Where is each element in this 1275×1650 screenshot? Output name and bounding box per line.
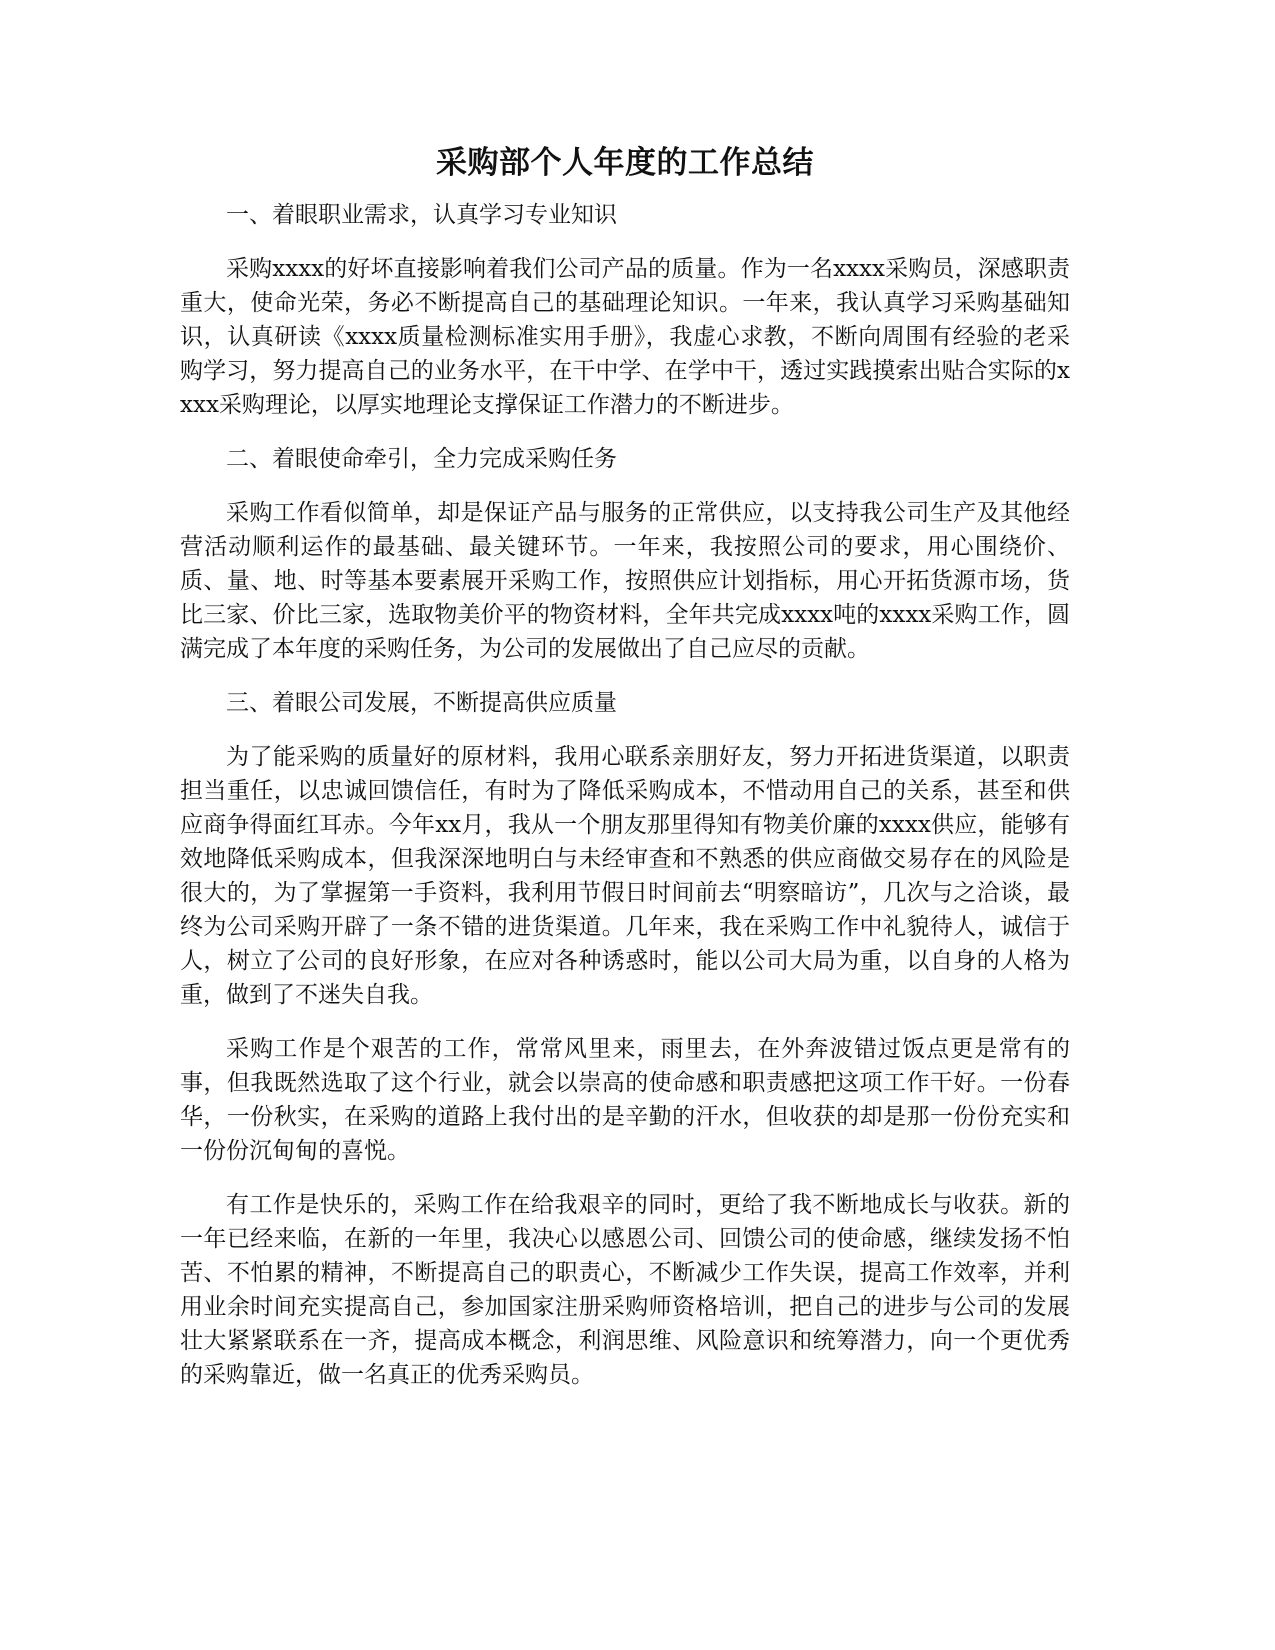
section-3-paragraph-2: 采购工作是个艰苦的工作，常常风里来，雨里去，在外奔波错过饭点更是常有的事，但我既然选取了这个行业，就会以崇高的使命感和职责感把这项工作干好。一份春华，一份秋实，在采购的道路上我付出的是辛勤的汗水，但收获的却是那一份份充实和一份份沉甸甸的喜悦。 — [180, 1036, 1070, 1164]
section-heading-3: 三、着眼公司发展，不断提高供应质量 — [226, 690, 617, 716]
section-1-paragraph-1: 采购xxxx的好坏直接影响着我们公司产品的质量。作为一名xxxx采购员，深感职责重大，使命光荣，务必不断提高自己的基础理论知识。一年来，我认真学习采购基础知识，认真研读《xxxx质量检测标准实用手册》，我虚心求教，不断向周围有经验的老采购学习，努力提高自己的业务水平，在干中学、在学中干，透过实践摸索出贴合实际的xxxx采购理论，以厚实地理论支撑保证工作潜力的不断进步。 — [180, 256, 1070, 418]
section-2-paragraph-1: 采购工作看似简单，却是保证产品与服务的正常供应，以支持我公司生产及其他经营活动顺利运作的最基础、最关键环节。一年来，我按照公司的要求，用心围绕价、质、量、地、时等基本要素展开采购工作，按照供应计划指标，用心开拓货源市场，货比三家、价比三家，选取物美价平的物资材料，全年共完成xxxx吨的xxxx采购工作，圆满完成了本年度的采购任务，为公司的发展做出了自己应尽的贡献。 — [180, 500, 1070, 662]
section-3-paragraph-3: 有工作是快乐的，采购工作在给我艰辛的同时，更给了我不断地成长与收获。新的一年已经来临，在新的一年里，我决心以感恩公司、回馈公司的使命感，继续发扬不怕苦、不怕累的精神，不断提高自己的职责心，不断减少工作失误，提高工作效率，并利用业余时间充实提高自己，参加国家注册采购师资格培训，把自己的进步与公司的发展壮大紧紧联系在一齐，提高成本概念，利润思维、风险意识和统筹潜力，向一个更优秀的采购靠近，做一名真正的优秀采购员。 — [180, 1192, 1070, 1388]
document-title: 采购部个人年度的工作总结 — [436, 145, 814, 181]
document-page — [180, 140, 1070, 1412]
section-3-paragraph-1: 为了能采购的质量好的原材料，我用心联系亲朋好友，努力开拓进货渠道，以职责担当重任，以忠诚回馈信任，有时为了降低采购成本，不惜动用自己的关系，甚至和供应商争得面红耳赤。今年xx月，我从一个朋友那里得知有物美价廉的xxxx供应，能够有效地降低采购成本，但我深深地明白与未经审查和不熟悉的供应商做交易存在的风险是很大的，为了掌握第一手资料，我利用节假日时间前去“明察暗访”，几次与之洽谈，最终为公司采购开辟了一条不错的进货渠道。几年来，我在采购工作中礼貌待人，诚信于人，树立了公司的良好形象，在应对各种诱惑时，能以公司大局为重，以自身的人格为重，做到了不迷失自我。 — [180, 744, 1070, 1008]
section-heading-2: 二、着眼使命牵引，全力完成采购任务 — [226, 446, 617, 472]
section-heading-1: 一、着眼职业需求，认真学习专业知识 — [226, 202, 617, 228]
